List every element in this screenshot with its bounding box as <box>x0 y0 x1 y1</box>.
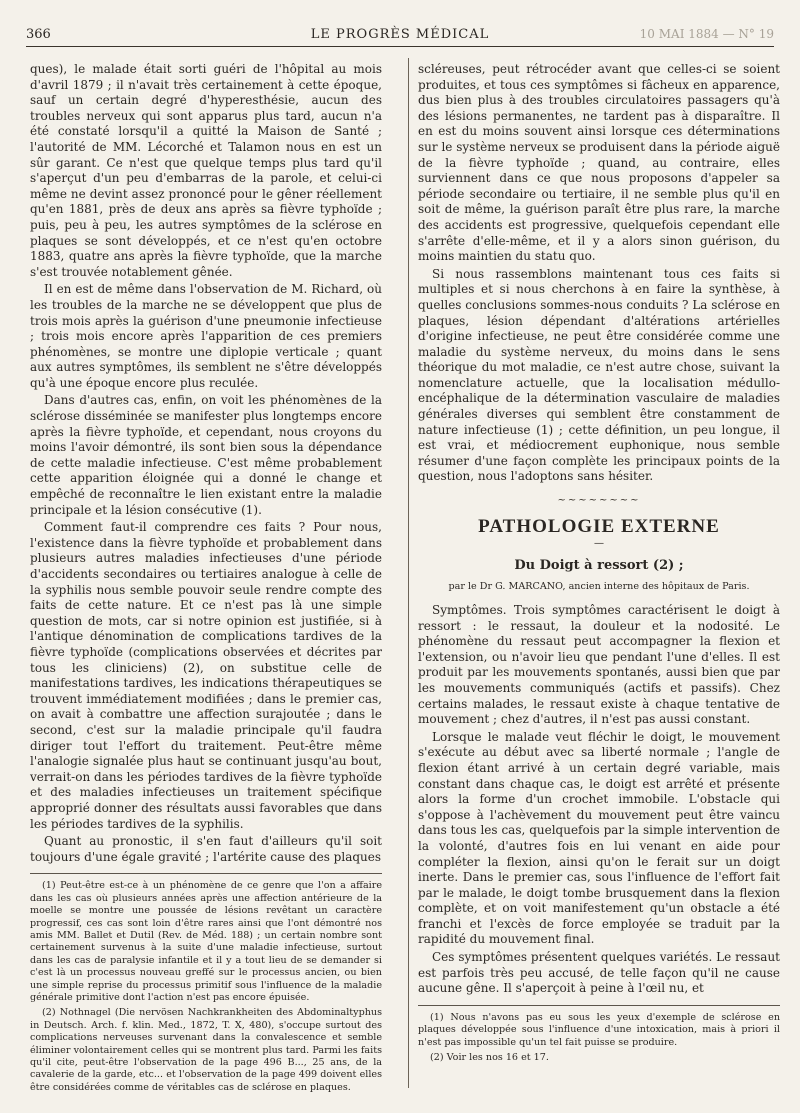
footnote: (1) Peut-être est-ce à un phénomène de ce genre que l'on a affaire dans les cas où plusieurs années après une affection antérieure de la moelle se montre une poussée de lésions revêtant un caractère progressif, ces cas sont loin d'être rares ainsi que l'ont démontré nos amis MM. Ballet et Dutil (Rev. de Méd. 188) ; un certain nombre sont certainement survenus à la suite d'une maladie infectieuse, surtout dans les cas de paralysie infantile et il y a tout lieu de se demander si c'est là un processus nouveau greffé sur le processus ancien, ou bien une simple reprise du processus primitif sous l'influence de la maladie générale primitive dont l'action n'est pas encore épuisée. <box>30 880 382 1003</box>
article-byline: par le Dr G. MARCANO, ancien interne des hôpitaux de Paris. <box>448 581 750 593</box>
footnote: (2) Nothnagel (Die nervösen Nachkrankheiten des Abdominaltyphus in Deutsch. Arch. f. klin. Med., 1872, T. X, 480), s'occupe surtout des complications nerveuses survenant dans la convalescence et semble éliminer volontairement celles qui se montrent plus tard. Parmi les faits qu'il cite, peut-être l'observation de la page 496 B..., 25 ans, de la cavalerie de la garde, etc... et l'observation de la page 499 doivent elles être considérées comme de véritables cas de sclérose en plaques. <box>30 1007 382 1093</box>
paragraph: Lorsque le malade veut fléchir le doigt, le mouvement s'exécute au début avec sa liberté normale ; l'angle de flexion étant arrivé à un certain degré variable, mais constant dans chaque cas, le doigt est arrêté et présente alors la forme d'un crochet immobile. L'obstacle qui s'oppose à l'achèvement du mouvement peut être vaincu dans tous les cas, quelquefois par la simple intervention de la volonté, d'autres fois en lui venant en aide pour compléter la flexion, ainsi qu'on le ferait sur un doigt inerte. Dans le premier cas, sous l'influence de l'effort fait par le malade, le doigt tombe brusquement dans la flexion complète, et on voit manifestement qu'un obstacle a été franchi et l'excès de force employée se traduit par la rapidité du mouvement final. <box>418 729 780 947</box>
column-divider <box>408 58 409 1088</box>
section-title: PATHOLOGIE EXTERNE <box>478 515 720 537</box>
page-header <box>26 24 774 47</box>
left-column <box>30 62 382 1093</box>
footnote-rule <box>418 1005 780 1006</box>
paragraph: Comment faut-il comprendre ces faits ? Pour nous, l'existence dans la fièvre typhoïde et probablement dans plusieurs autres maladies infectieuses d'une période d'accidents secondaires ou tertiaires analogue à celle de la syphilis nous semble pouvoir seule rendre compte des faits de cette nature. Et ce n'est pas là une simple question de mots, car si notre opinion est justifiée, si à l'antique dénomination de complications tardives de la fièvre typhoïde (complications observées et décrites par tous les cliniciens) (2), on substitue celle de manifestations tardives, les indications thérapeutiques se trouvent immédiatement modifiées ; dans le premier cas, on avait à combattre une affection surajoutée ; dans le second, c'est sur la maladie principale qu'il faudra diriger tout l'effort du traitement. Peut-être même l'analogie signalée plus haut se continuant jusqu'au bout, verrait-on dans les périodes tardives de la fièvre typhoïde et des maladies infectieuses un traitement spécifique approprié donner des résultats aussi favorables que dans les périodes tardives de la syphilis. <box>30 520 382 831</box>
paragraph: Si nous rassemblons maintenant tous ces faits si multiples et si nous cherchons à en faire la synthèse, à quelles conclusions sommes-nous conduits ? La sclérose en plaques, lésion dépendant d'altérations artérielles d'origine infectieuse, ne peut être considérée comme une maladie du système nerveux, du moins dans le sens théorique du mot maladie, ce n'est autre chose, suivant la nomenclature actuelle, que la localisation médullo-encéphalique de la détermination vasculaire de maladies générales diverses qui semblent être constamment de nature infectieuse (1) ; cette définition, un peu longue, il est vrai, et médiocrement euphonique, nous semble résumer d'une façon complète les principaux points de la question, nous l'adoptons sans hésiter. <box>418 266 780 484</box>
section-dash: — <box>594 538 604 550</box>
journal-title: LE PROGRÈS MÉDICAL <box>310 27 490 42</box>
page-number: 366 <box>26 27 51 42</box>
footnote-rule <box>30 873 382 874</box>
paragraph: Quant au pronostic, il s'en faut d'ailleurs qu'il soit toujours d'une égale gravité ; l'artérite cause des plaques <box>30 834 382 864</box>
article-title: Du Doigt à ressort (2) ; <box>514 557 684 573</box>
section-ornament: ~~~~~~~~ <box>557 495 641 507</box>
right-column <box>418 62 780 1082</box>
paragraph: Dans d'autres cas, enfin, on voit les phénomènes de la sclérose disséminée se manifester plus longtemps encore après la fièvre typhoïde, et cependant, nous croyons du moins l'avoir démontré, ils sont bien sous la dépendance de cette maladie infectieuse. C'est même probablement cette apparition éloignée qui a donné le change et empêché de reconnaître le lien existant entre la maladie principale et la lésion consécutive (1). <box>30 393 382 517</box>
running-head: 10 MAI 1884 — N° 19 <box>639 27 774 41</box>
paragraph: Symptômes. Trois symptômes caractérisent le doigt à ressort : le ressaut, la douleur et la nodosité. Le phénomène du ressaut peut accompagner la flexion et l'extension, ou n'avoir lieu que pendant l'une d'elles. Il est produit par les mouvements spontanés, aussi bien que par les mouvements communiqués (actifs et passifs). Chez certains malades, le ressaut existe à chaque tentative de mouvement ; chez d'autres, il n'est pas aussi constant. <box>418 603 780 727</box>
paragraph: Ces symptômes présentent quelques variétés. Le ressaut est parfois très peu accusé, de telle façon qu'il ne cause aucune gêne. Il s'aperçoit à peine à l'œil nu, et <box>418 950 780 996</box>
paragraph: Il en est de même dans l'observation de M. Richard, où les troubles de la marche ne se développent que plus de trois mois après la guérison d'une pneumonie infectieuse ; trois mois encore après l'apparition de ces premiers phénomènes, se montre une diplopie verticale ; quant aux autres symptômes, ils semblent ne s'être développés qu'à une époque encore plus reculée. <box>30 282 382 390</box>
paragraph: scléreuses, peut rétrocéder avant que celles-ci se soient produites, et tous ces symptômes si fâcheux en apparence, dus bien plus à des troubles circulatoires passagers qu'à des lésions permanentes, ne tardent pas à disparaître. Il en est du moins souvent ainsi lorsque ces déterminations sur le système nerveux se produisent dans la période aiguë de la fièvre typhoïde ; quand, au contraire, elles surviennent dans ce que nous proposons d'appeler sa période secondaire ou tertiaire, il ne semble plus qu'il en soit de même, la guérison paraît être plus rare, la marche des accidents est progressive, quelquefois cependant elle s'arrête d'elle-même, et il y a alors sinon guérison, du moins maintien du statu quo. <box>418 62 780 264</box>
footnote: (1) Nous n'avons pas eu sous les yeux d'exemple de sclérose en plaques développée sous l'influence d'une intoxication, mais à priori il n'est pas impossible qu'un tel fait puisse se produire. <box>418 1011 780 1048</box>
paragraph: ques), le malade était sorti guéri de l'hôpital au mois d'avril 1879 ; il n'avait très certainement à cette époque, sauf un certain degré d'hyperesthésie, aucun des troubles nerveux qui sont apparus plus tard, aucun n'a été constaté lorsqu'il a quitté la Maison de Santé ; l'autorité de MM. Lécorché et Talamon nous en est un sûr garant. Ce n'est que quelque temps plus tard qu'il s'aperçut d'un peu d'embarras de la parole, et celui-ci même ne devint assez prononcé pour le gêner réellement qu'en 1881, près de deux ans après sa fièvre typhoïde ; puis, peu à peu, les autres symptômes de la sclérose en plaques se sont développés, et ce n'est qu'en octobre 1883, quatre ans après la fièvre typhoïde, que la marche s'est trouvée notablement gênée. <box>30 62 382 279</box>
footnote: (2) Voir les nos 16 et 17. <box>430 1052 549 1064</box>
